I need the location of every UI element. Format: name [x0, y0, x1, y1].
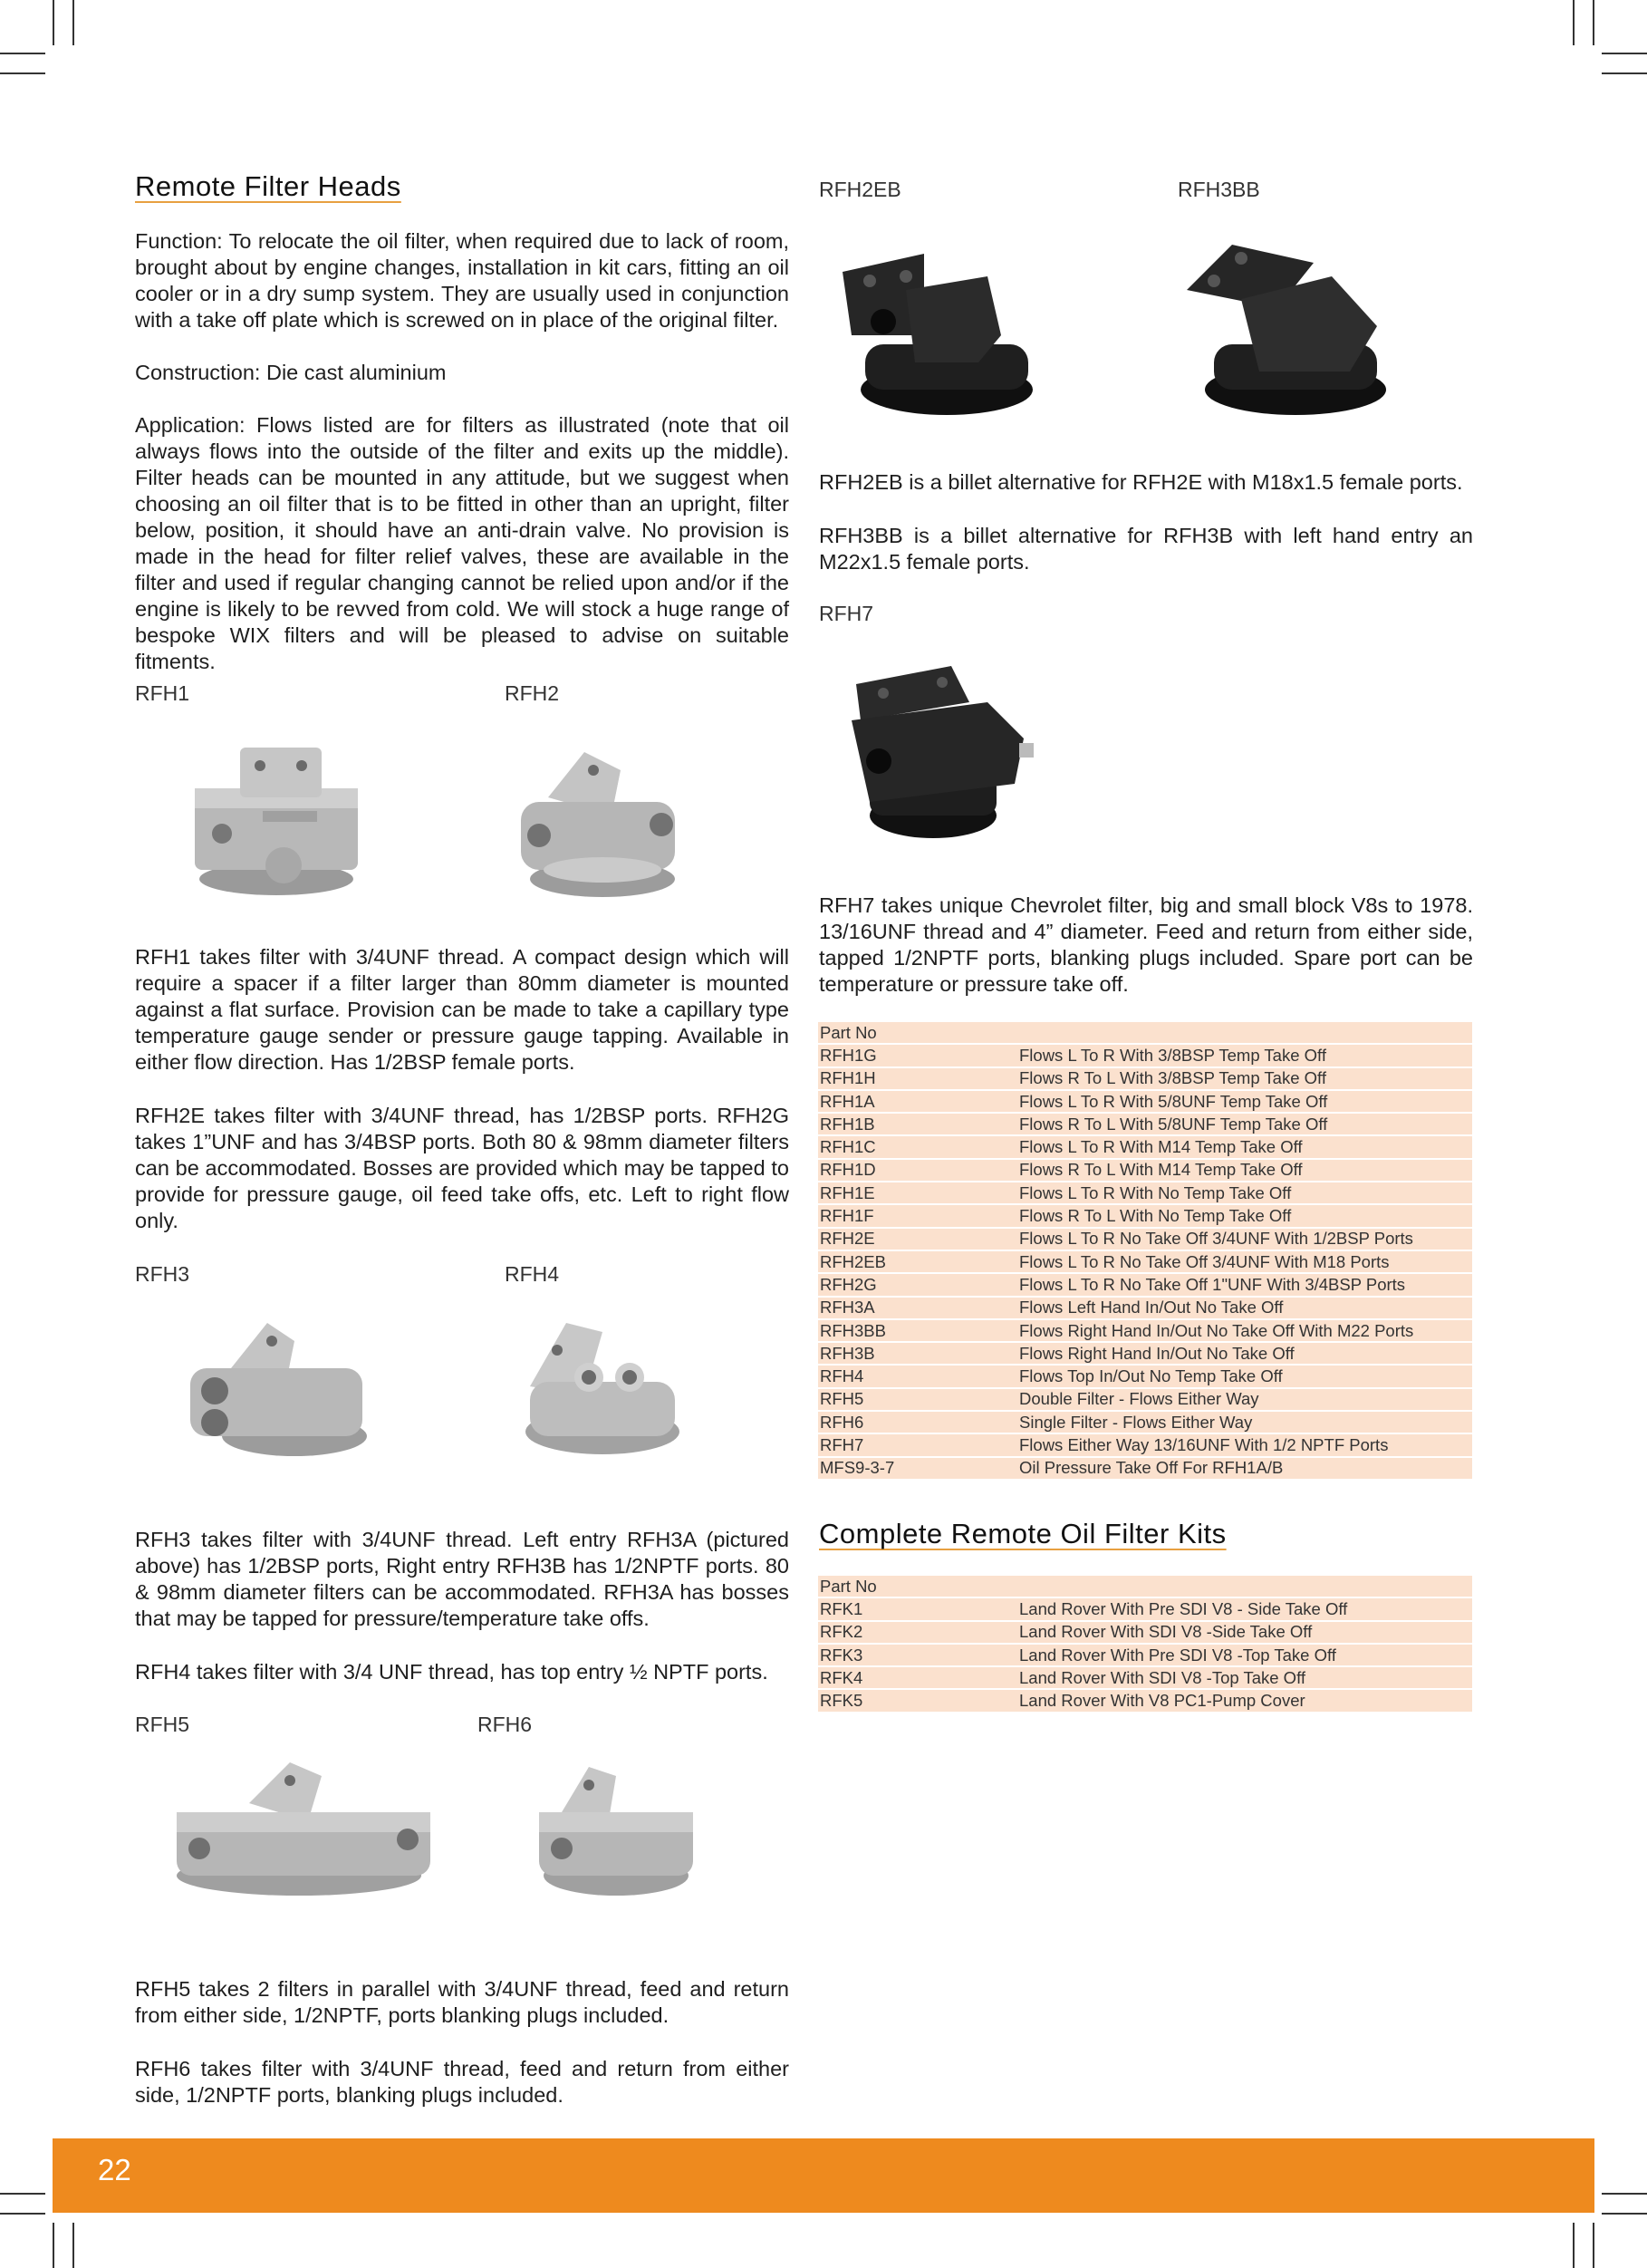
table-row	[818, 1319, 1472, 1342]
table-row	[818, 1388, 1472, 1411]
description-cell: Land Rover With SDI V8 -Side Take Off	[1017, 1621, 1472, 1644]
table-row	[818, 1250, 1472, 1273]
label-rfh1: RFH1	[135, 681, 190, 705]
left-column	[135, 170, 789, 675]
crop-mark	[1602, 72, 1647, 74]
part-number-cell: RFH1D	[818, 1159, 1017, 1182]
table-row	[818, 1644, 1472, 1666]
table-header-row	[818, 1576, 1472, 1597]
desc-rfh2: RFH2E takes filter with 3/4UNF thread, has 1/2BSP ports. RFH2G takes 1”UNF and has 3/4BSP ports. Both 80 & 98mm diameter filters can be accommodated. Bosses are provided which may be tapped to provide for pressure gauge, oil feed take offs, etc. Left to right flow only.	[135, 1104, 789, 1232]
table-row	[818, 1689, 1472, 1712]
part-number-cell: RFH4	[818, 1365, 1017, 1387]
part-number-cell: RFH1F	[818, 1204, 1017, 1227]
crop-mark	[0, 2213, 45, 2215]
description-cell: Flows Left Hand In/Out No Take Off	[1017, 1297, 1472, 1319]
description-cell: Flows Right Hand In/Out No Take Off With M22 Ports	[1017, 1319, 1472, 1342]
description-cell: Land Rover With V8 PC1-Pump Cover	[1017, 1689, 1472, 1712]
part-number-cell: RFH2EB	[818, 1250, 1017, 1273]
desc-rfh1: RFH1 takes filter with 3/4UNF thread. A compact design which will require a spacer if a filter larger than 80mm diameter is mounted against a flat surface. Provision can be made to take a capillary type temperature gauge sender or pressure gauge tapping. Available in either flow direction. Has 1/2BSP female ports.	[135, 945, 789, 1074]
footer-bar	[53, 2138, 1594, 2213]
intro-application: Application: Flows listed are for filters as illustrated (note that oil always flows into the outside of the filter and exits up the middle). Filter heads can be mounted in any attitude, but we suggest when choosing an oil filter that is to be fitted in other than an upright, filter below, position, it should have an anti-drain valve. No provision is made in the head for filter relief valves, these are available in the filter and used if regular changing cannot be relied upon and/or if the engine is likely to be revved from cold. We will stock a huge range of bespoke WIX filters and will be pleased to advise on suitable fitments.	[135, 413, 789, 673]
part-number-cell: RFK2	[818, 1621, 1017, 1644]
crop-mark	[72, 2223, 74, 2268]
crop-mark	[0, 53, 45, 54]
rfh7-photo	[843, 648, 1042, 847]
part-number-cell: RFH3BB	[818, 1319, 1017, 1342]
description-cell: Flows Either Way 13/16UNF With 1/2 NPTF Ports	[1017, 1433, 1472, 1456]
table-row	[818, 1273, 1472, 1296]
table-row	[818, 1457, 1472, 1480]
page-number: 22	[98, 2153, 131, 2186]
page-title: Remote Filter Heads	[135, 170, 401, 202]
desc-rfh2eb: RFH2EB is a billet alternative for RFH2E with M18x1.5 female ports.	[819, 470, 1463, 494]
part-number-cell: RFH1E	[818, 1182, 1017, 1204]
part-number-cell: RFH3A	[818, 1297, 1017, 1319]
description-cell: Land Rover With SDI V8 -Top Take Off	[1017, 1666, 1472, 1689]
part-number-cell: RFH6	[818, 1411, 1017, 1433]
crop-mark	[53, 2223, 54, 2268]
table-row	[818, 1365, 1472, 1387]
kits-title: Complete Remote Oil Filter Kits	[819, 1518, 1227, 1549]
rfh2-photo	[503, 734, 702, 906]
part-number-cell: RFH1B	[818, 1113, 1017, 1135]
kits-table	[818, 1576, 1472, 1713]
desc-rfh7: RFH7 takes unique Chevrolet filter, big and small block V8s to 1978. 13/16UNF thread and 4” diameter. Feed and return from either side, tapped 1/2NPTF ports, blanking plugs included. Spare port can be temperature or pressure take off.	[819, 893, 1473, 996]
table-row	[818, 1182, 1472, 1204]
part-number-cell: MFS9-3-7	[818, 1457, 1017, 1480]
table-row	[818, 1228, 1472, 1250]
description-cell: Flows Right Hand In/Out No Take Off	[1017, 1342, 1472, 1365]
crop-mark	[1593, 0, 1594, 45]
desc-rfh5: RFH5 takes 2 filters in parallel with 3/4UNF thread, feed and return from either side, 1/2NPTF, ports blanking plugs included.	[135, 1977, 789, 2027]
description-cell: Flows Top In/Out No Temp Take Off	[1017, 1365, 1472, 1387]
intro-construction: Construction: Die cast aluminium	[135, 361, 447, 384]
label-rfh5: RFH5	[135, 1713, 190, 1736]
rfh4-photo	[503, 1305, 702, 1468]
part-number-cell: RFH5	[818, 1388, 1017, 1411]
description-cell: Flows L To R No Take Off 1"UNF With 3/4BSP Ports	[1017, 1273, 1472, 1296]
rfh3bb-photo	[1178, 236, 1404, 426]
table-row	[818, 1159, 1472, 1182]
description-cell: Single Filter - Flows Either Way	[1017, 1411, 1472, 1433]
table-row	[818, 1666, 1472, 1689]
description-cell: Double Filter - Flows Either Way	[1017, 1388, 1472, 1411]
table-row	[818, 1597, 1472, 1620]
crop-mark	[0, 2193, 45, 2195]
desc-rfh4: RFH4 takes filter with 3/4 UNF thread, has top entry ½ NPTF ports.	[135, 1660, 768, 1684]
crop-mark	[1602, 2213, 1647, 2215]
rfh1-photo	[177, 734, 376, 906]
part-number-cell: RFK3	[818, 1644, 1017, 1666]
table-row	[818, 1297, 1472, 1319]
rfh6-photo	[525, 1749, 707, 1912]
description-cell: Land Rover With Pre SDI V8 -Top Take Off	[1017, 1644, 1472, 1666]
label-rfh2: RFH2	[505, 681, 560, 705]
crop-mark	[1602, 2193, 1647, 2195]
table-header-row	[818, 1022, 1472, 1044]
table-row	[818, 1411, 1472, 1433]
rfh2eb-photo	[833, 236, 1051, 426]
table-row	[818, 1044, 1472, 1066]
label-rfh3bb: RFH3BB	[1178, 178, 1260, 201]
label-rfh3: RFH3	[135, 1262, 190, 1286]
table-row	[818, 1090, 1472, 1113]
description-cell: Flows R To L With No Temp Take Off	[1017, 1204, 1472, 1227]
table-header-cell	[1017, 1576, 1472, 1597]
table-header-cell	[1017, 1022, 1472, 1044]
crop-mark	[72, 0, 74, 45]
intro-function: Function: To relocate the oil filter, when required due to lack of room, brought about by engine changes, installation in kit cars, fitting an oil cooler or in a dry sump system. They are usually used in conjunction with a take off plate which is screwed on in place of the original filter.	[135, 229, 789, 332]
part-number-cell: RFH2E	[818, 1228, 1017, 1250]
part-number-cell: RFH1A	[818, 1090, 1017, 1113]
label-rfh6: RFH6	[477, 1713, 533, 1736]
part-number-cell: RFH1C	[818, 1135, 1017, 1158]
description-cell: Flows L To R No Take Off 3/4UNF With 1/2BSP Ports	[1017, 1228, 1472, 1250]
crop-mark	[0, 72, 45, 74]
part-number-cell: RFH1G	[818, 1044, 1017, 1066]
table-row	[818, 1621, 1472, 1644]
table-row	[818, 1135, 1472, 1158]
description-cell: Flows R To L With 3/8BSP Temp Take Off	[1017, 1067, 1472, 1090]
description-cell: Flows L To R With M14 Temp Take Off	[1017, 1135, 1472, 1158]
description-cell: Flows L To R With 3/8BSP Temp Take Off	[1017, 1044, 1472, 1066]
rfh5-photo	[163, 1749, 444, 1912]
table-row	[818, 1342, 1472, 1365]
part-number-cell: RFH2G	[818, 1273, 1017, 1296]
part-number-cell: RFK5	[818, 1689, 1017, 1712]
part-number-cell: RFH3B	[818, 1342, 1017, 1365]
crop-mark	[1593, 2223, 1594, 2268]
table-row	[818, 1113, 1472, 1135]
desc-rfh6: RFH6 takes filter with 3/4UNF thread, feed and return from either side, 1/2NPTF ports, blanking plugs included.	[135, 2057, 789, 2107]
crop-mark	[53, 0, 54, 45]
description-cell: Land Rover With Pre SDI V8 - Side Take Off	[1017, 1597, 1472, 1620]
description-cell: Flows L To R No Take Off 3/4UNF With M18 Ports	[1017, 1250, 1472, 1273]
crop-mark	[1573, 0, 1575, 45]
rfh3-photo	[177, 1305, 376, 1468]
description-cell: Flows L To R With 5/8UNF Temp Take Off	[1017, 1090, 1472, 1113]
part-number-cell: RFH7	[818, 1433, 1017, 1456]
table-row	[818, 1204, 1472, 1227]
table-header-cell: Part No	[818, 1576, 1017, 1597]
crop-mark	[1573, 2223, 1575, 2268]
part-number-cell: RFK4	[818, 1666, 1017, 1689]
table-row	[818, 1433, 1472, 1456]
description-cell: Flows R To L With M14 Temp Take Off	[1017, 1159, 1472, 1182]
crop-mark	[1602, 53, 1647, 54]
desc-rfh3: RFH3 takes filter with 3/4UNF thread. Left entry RFH3A (pictured above) has 1/2BSP ports, Right entry RFH3B has 1/2NPTF ports. 80 & 98mm diameter filters can be accommodated. RFH3A has bosses that may be tapped for pressure/temperature take offs.	[135, 1528, 789, 1630]
label-rfh7: RFH7	[819, 602, 874, 625]
description-cell: Oil Pressure Take Off For RFH1A/B	[1017, 1457, 1472, 1480]
table-row	[818, 1067, 1472, 1090]
parts-table	[818, 1022, 1472, 1481]
label-rfh2eb: RFH2EB	[819, 178, 901, 201]
part-number-cell: RFH1H	[818, 1067, 1017, 1090]
part-number-cell: RFK1	[818, 1597, 1017, 1620]
description-cell: Flows R To L With 5/8UNF Temp Take Off	[1017, 1113, 1472, 1135]
table-header-cell: Part No	[818, 1022, 1017, 1044]
label-rfh4: RFH4	[505, 1262, 560, 1286]
desc-rfh3bb: RFH3BB is a billet alternative for RFH3B with left hand entry an M22x1.5 female ports.	[819, 524, 1473, 574]
description-cell: Flows L To R With No Temp Take Off	[1017, 1182, 1472, 1204]
